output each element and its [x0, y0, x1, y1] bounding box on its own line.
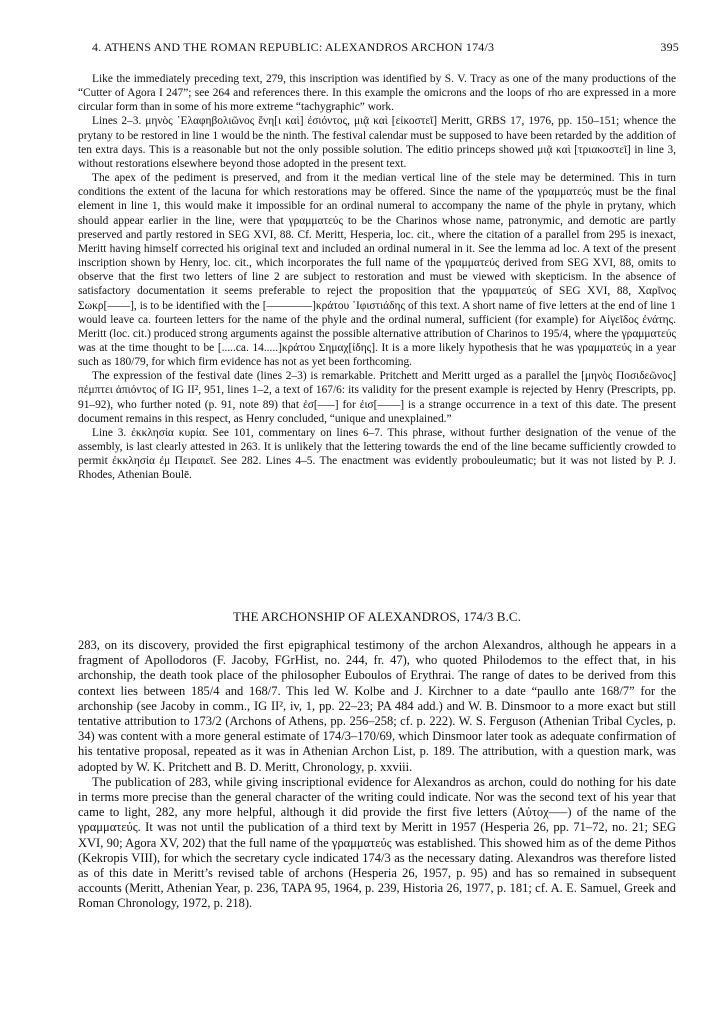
running-title: 4. ATHENS AND THE ROMAN REPUBLIC: ALEXANDROS ARCHON 174/3 [92, 40, 495, 54]
commentary-paragraph: Line 3. ἐκκλησία κυρία. See 101, commentary on lines 6–7. This phrase, without further designation of the venue of the assembly, is last clearly attested in 263. It is unlikely that the lettering towards the end of the line became sufficiently crowded to permit ἐκκλησία ἐμ Πειραιεῖ. See 282. Lines 4–5. The enactment was evidently probouleumatic; but it was not listed by P. J. Rhodes, Athenian Boulē. [78, 426, 676, 482]
commentary-paragraph: The expression of the festival date (lines 2–3) is remarkable. Pritchett and Meritt urged as a parallel the [μηνὸς Ποσιδεῶνος] πέμπτει ἀπιόντος of IG II², 951, lines 1–2, a text of 167/6: its validity for the present example is rejected by Henry (Prescripts, pp. 91–92), who further noted (p. 91, note 89) that ἐσ[–––] for ἐισ[––––] is a strange occurrence in a text of this date. The present document remains in this respect, as Henry concluded, “unique and unexplained.” [78, 370, 676, 425]
body-paragraph: The publication of 283, while giving inscriptional evidence for Alexandros as archon, could do nothing for his date in terms more precise than the general character of the writing could indicate. Nor was the second text of his year that came to light, 282, any more helpful, although it did provide the first five letters (Αὐτοχ–––) of the name of the γραμματεύς. It was not until the publication of a third text by Meritt in 1957 (Hesperia 26, pp. 71–72, no. 21; SEG XVI, 90; Agora XV, 202) that the full name of the γραμματεύς was established. This showed him as of the deme Pithos (Kekropis VIII), for which the secretary cycle indicated 174/3 as the necessary dating. Alexandros was therefore listed as of this date in Meritt’s revised table of archons (Hesperia 26, 1957, p. 95) and has so remained in subsequent accounts (Meritt, Athenian Year, p. 236, TAPA 95, 1964, p. 239, Historia 26, 1977, p. 181; cf. A. E. Samuel, Greek and Roman Chronology, 1972, p. 218). [78, 774, 676, 911]
page-number: 395 [660, 40, 679, 54]
body-paragraph: 283, on its discovery, provided the first epigraphical testimony of the archon Alexandros, although he appears in a fragment of Apollodoros (F. Jacoby, FGrHist, no. 244, fr. 47), who quoted Philodemos to the effect that, in his archonship, the death took place of the philosopher Euboulos of Erythrai. The range of dates to be derived from this context lies between 185/4 and 168/7. This led W. Kolbe and J. Kirchner to a date “paullo ante 168/7” for the archonship (see Jacoby in comm., IG II², iv, 1, pp. 22–23; PA 484 add.) and W. B. Dinsmoor to a more exact but still tentative attribution to 173/2 (Archons of Athens, pp. 256–258; cf. p. 222). W. S. Ferguson (Athenian Tribal Cycles, p. 34) was content with a more general estimate of 174/3–170/69, which Dinsmoor later took as adequate confirmation of his tentative proposal, repeated as it was in Athenian Archon List, p. 189. The attribution, with a question mark, was adopted by W. K. Pritchett and B. D. Meritt, Chronology, p. xxviii. [78, 638, 676, 774]
commentary-block [78, 72, 676, 483]
commentary-paragraph: The apex of the pediment is preserved, and from it the median vertical line of the stele may be determined. This in turn conditions the extent of the lacuna for which restorations may be offered. Since the name of the γραμματεύς must be the final element in line 1, this would make it impossible for an ordinal numeral to accompany the name of the phyle in prytany, which should appear earlier in the line, were that γραμματεύς to be the Charinos whose name, patronymic, and demotic are partly preserved and partly restored in SEG XVI, 88. Cf. Meritt, Hesperia, loc. cit., where the citation of a parallel from 295 is inexact, Meritt having himself corrected his original text and included an ordinal numeral in it. See the lemma ad loc. A text of the present inscription shown by Henry, loc. cit., which incorporates the full name of the γραμματεύς derived from SEG XVI, 88, omits to observe that the first two letters of line 2 are subject to restoration and must be viewed with skepticism. In the absence of satisfactory documentation it seems preferable to reject the proposition that the γραμματεύς of SEG XVI, 88, Χαρῖνος Σωκρ[––––], is to be identified with the [––––––––]κράτου ᾿Ιφιστιάδης of this text. A short name of five letters at the end of line 1 would leave ca. fourteen letters for the name of the phyle and the ordinal numeral, sufficient (for example) for Αἰγεῖδος ἐνάτης. Meritt (loc. cit.) produced strong arguments against the possible alternative attribution of Charinos to 195/4, where the γραμματεύς was at the time thought to be [.....ca. 14.....]κράτου Σημαχ[ίδης]. It is a more likely hypothesis that he was γραμματεύς in a year such as 180/79, for which firm evidence has not as yet been forthcoming. [78, 172, 676, 369]
commentary-paragraph: Like the immediately preceding text, 279, this inscription was identified by S. V. Tracy as one of the many productions of the “Cutter of Agora I 247”; see 264 and references there. In this example the omicrons and the loops of rho are expressed in a more circular form than in some of his more extreme “tachygraphic” work. [78, 73, 676, 114]
running-header [92, 40, 679, 56]
section-heading: THE ARCHONSHIP OF ALEXANDROS, 174/3 B.C. [232, 609, 522, 624]
commentary-paragraph: Lines 2–3. μηνὸς ᾿Ελαφηβολιῶνος ἕνη[ι καὶ] ἐσιόντος, μιᾷ καὶ [εἰκοστεῖ] Meritt, GRBS 17, 1976, pp. 150–151; whence the prytany to be restored in line 1 would be the ninth. The festival calendar must be supposed to have been retarded by the addition of ten extra days. This is a reasonable but not the only possible solution. The editio princeps showed μιᾷ καὶ [τριακοστεῖ] in line 3, without restorations elsewhere beyond those adopted in the present text. [78, 115, 676, 170]
main-text-block [78, 638, 676, 912]
